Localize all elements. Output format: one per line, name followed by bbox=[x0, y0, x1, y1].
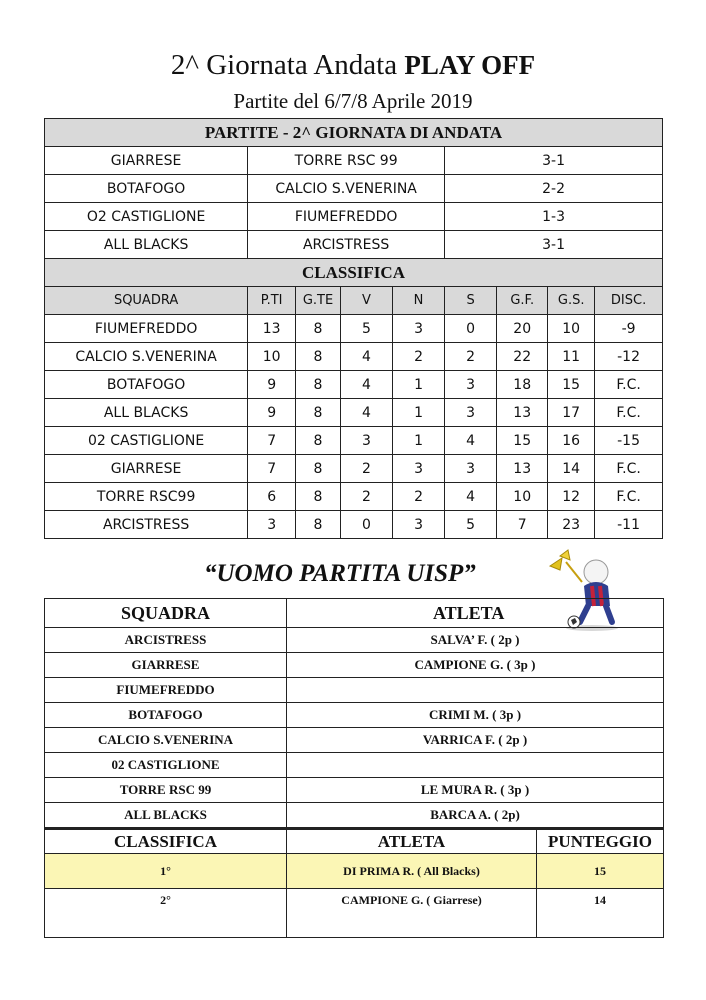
col-punti: P.TI bbox=[248, 287, 296, 315]
standings-points: 7 bbox=[248, 427, 296, 455]
uomo-player: VARRICA F. ( 2p ) bbox=[287, 728, 664, 753]
match-home: BOTAFOGO bbox=[45, 175, 248, 203]
ranking-header-row bbox=[45, 829, 664, 854]
standings-goals-for: 10 bbox=[497, 483, 548, 511]
uomo-player bbox=[287, 753, 664, 778]
standings-goals-against: 17 bbox=[548, 399, 595, 427]
standings-won: 4 bbox=[340, 399, 392, 427]
standings-team: GIARRESE bbox=[45, 455, 248, 483]
standings-lost: 5 bbox=[445, 511, 497, 539]
match-away: FIUMEFREDDO bbox=[248, 203, 445, 231]
match-away: CALCIO S.VENERINA bbox=[248, 175, 445, 203]
standings-title: CLASSIFICA bbox=[45, 259, 663, 287]
col-gol-fatti: G.F. bbox=[497, 287, 548, 315]
standings-goals-for: 20 bbox=[497, 315, 548, 343]
standings-drawn: 1 bbox=[393, 399, 445, 427]
uomo-header-row bbox=[45, 599, 664, 628]
standings-discipline: -9 bbox=[595, 315, 663, 343]
standings-drawn: 1 bbox=[393, 371, 445, 399]
uomo-team: 02 CASTIGLIONE bbox=[45, 753, 287, 778]
standings-played: 8 bbox=[296, 315, 341, 343]
standings-lost: 4 bbox=[445, 427, 497, 455]
uomo-team: ARCISTRESS bbox=[45, 628, 287, 653]
col-punteggio: PUNTEGGIO bbox=[537, 829, 664, 854]
match-row bbox=[45, 231, 663, 259]
ranking-row bbox=[45, 854, 664, 889]
uomo-team: CALCIO S.VENERINA bbox=[45, 728, 287, 753]
match-home: GIARRESE bbox=[45, 147, 248, 175]
match-score: 2-2 bbox=[445, 175, 663, 203]
standings-discipline: F.C. bbox=[595, 455, 663, 483]
standings-discipline: -12 bbox=[595, 343, 663, 371]
standings-won: 3 bbox=[340, 427, 392, 455]
standings-discipline: -11 bbox=[595, 511, 663, 539]
uomo-row bbox=[45, 728, 664, 753]
standings-points: 9 bbox=[248, 399, 296, 427]
uomo-team: ALL BLACKS bbox=[45, 803, 287, 829]
standings-team: CALCIO S.VENERINA bbox=[45, 343, 248, 371]
uomo-player: CRIMI M. ( 3p ) bbox=[287, 703, 664, 728]
uomo-player: SALVA’ F. ( 2p ) bbox=[287, 628, 664, 653]
standings-played: 8 bbox=[296, 399, 341, 427]
standings-played: 8 bbox=[296, 483, 341, 511]
standings-points: 10 bbox=[248, 343, 296, 371]
ranking-position: 2° bbox=[45, 889, 287, 938]
uomo-team: TORRE RSC 99 bbox=[45, 778, 287, 803]
standings-goals-for: 22 bbox=[497, 343, 548, 371]
standings-row bbox=[45, 483, 663, 511]
standings-goals-against: 12 bbox=[548, 483, 595, 511]
uomo-partita-title: “UOMO PARTITA UISP” bbox=[204, 560, 476, 587]
match-away: ARCISTRESS bbox=[248, 231, 445, 259]
standings-points: 13 bbox=[248, 315, 296, 343]
standings-lost: 3 bbox=[445, 371, 497, 399]
col-sconfitte: S bbox=[445, 287, 497, 315]
standings-points: 7 bbox=[248, 455, 296, 483]
standings-row bbox=[45, 399, 663, 427]
uomo-partita-table bbox=[44, 598, 664, 938]
standings-discipline: F.C. bbox=[595, 399, 663, 427]
uomo-row bbox=[45, 778, 664, 803]
standings-drawn: 2 bbox=[393, 343, 445, 371]
col-gol-subiti: G.S. bbox=[548, 287, 595, 315]
standings-row bbox=[45, 511, 663, 539]
standings-discipline: -15 bbox=[595, 427, 663, 455]
col-squadra: SQUADRA bbox=[45, 599, 287, 628]
standings-points: 9 bbox=[248, 371, 296, 399]
standings-goals-for: 7 bbox=[497, 511, 548, 539]
uomo-row bbox=[45, 628, 664, 653]
standings-discipline: F.C. bbox=[595, 483, 663, 511]
standings-played: 8 bbox=[296, 455, 341, 483]
standings-team: ALL BLACKS bbox=[45, 399, 248, 427]
standings-goals-against: 16 bbox=[548, 427, 595, 455]
title-playoff: PLAY OFF bbox=[404, 50, 536, 80]
standings-won: 2 bbox=[340, 455, 392, 483]
standings-goals-for: 13 bbox=[497, 399, 548, 427]
page-subtitle: Partite del 6/7/8 Aprile 2019 bbox=[233, 89, 473, 113]
standings-header-row bbox=[45, 287, 663, 315]
uomo-player bbox=[287, 678, 664, 703]
standings-points: 3 bbox=[248, 511, 296, 539]
uomo-team: BOTAFOGO bbox=[45, 703, 287, 728]
standings-drawn: 3 bbox=[393, 455, 445, 483]
standings-team: FIUMEFREDDO bbox=[45, 315, 248, 343]
uomo-row bbox=[45, 653, 664, 678]
standings-lost: 3 bbox=[445, 455, 497, 483]
uomo-row bbox=[45, 803, 664, 829]
standings-lost: 3 bbox=[445, 399, 497, 427]
uomo-player: CAMPIONE G. ( 3p ) bbox=[287, 653, 664, 678]
uomo-row bbox=[45, 678, 664, 703]
standings-goals-against: 23 bbox=[548, 511, 595, 539]
standings-team: TORRE RSC99 bbox=[45, 483, 248, 511]
standings-goals-for: 13 bbox=[497, 455, 548, 483]
uomo-team: FIUMEFREDDO bbox=[45, 678, 287, 703]
col-atleta: ATLETA bbox=[287, 599, 664, 628]
standings-played: 8 bbox=[296, 511, 341, 539]
uomo-row bbox=[45, 753, 664, 778]
col-atleta: ATLETA bbox=[287, 829, 537, 854]
standings-goals-against: 11 bbox=[548, 343, 595, 371]
standings-won: 4 bbox=[340, 343, 392, 371]
matches-title: PARTITE - 2^ GIORNATA DI ANDATA bbox=[45, 119, 663, 147]
ranking-player: CAMPIONE G. ( Giarrese) bbox=[287, 889, 537, 938]
page-title bbox=[0, 48, 706, 82]
standings-drawn: 3 bbox=[393, 315, 445, 343]
title-main: 2^ Giornata Andata bbox=[170, 49, 405, 81]
match-score: 3-1 bbox=[445, 147, 663, 175]
standings-drawn: 3 bbox=[393, 511, 445, 539]
col-squadra: SQUADRA bbox=[45, 287, 248, 315]
col-nulle: N bbox=[393, 287, 445, 315]
standings-played: 8 bbox=[296, 343, 341, 371]
match-row bbox=[45, 203, 663, 231]
standings-goals-against: 10 bbox=[548, 315, 595, 343]
col-giocate: G.TE bbox=[296, 287, 341, 315]
col-classifica: CLASSIFICA bbox=[45, 829, 287, 854]
standings-goals-against: 15 bbox=[548, 371, 595, 399]
uomo-player: BARCA A. ( 2p) bbox=[287, 803, 664, 829]
ranking-points: 15 bbox=[537, 854, 664, 889]
standings-drawn: 2 bbox=[393, 483, 445, 511]
standings-won: 2 bbox=[340, 483, 392, 511]
standings-drawn: 1 bbox=[393, 427, 445, 455]
standings-lost: 2 bbox=[445, 343, 497, 371]
standings-played: 8 bbox=[296, 371, 341, 399]
standings-row bbox=[45, 343, 663, 371]
standings-won: 5 bbox=[340, 315, 392, 343]
standings-row bbox=[45, 371, 663, 399]
match-away: TORRE RSC 99 bbox=[248, 147, 445, 175]
col-vinte: V bbox=[340, 287, 392, 315]
match-row bbox=[45, 175, 663, 203]
standings-goals-against: 14 bbox=[548, 455, 595, 483]
uomo-player: LE MURA R. ( 3p ) bbox=[287, 778, 664, 803]
standings-lost: 0 bbox=[445, 315, 497, 343]
standings-goals-for: 18 bbox=[497, 371, 548, 399]
standings-won: 4 bbox=[340, 371, 392, 399]
match-score: 3-1 bbox=[445, 231, 663, 259]
standings-row bbox=[45, 427, 663, 455]
standings-played: 8 bbox=[296, 427, 341, 455]
ranking-points: 14 bbox=[537, 889, 664, 938]
standings-row bbox=[45, 315, 663, 343]
standings-team: 02 CASTIGLIONE bbox=[45, 427, 248, 455]
matches-and-standings-table bbox=[44, 118, 663, 539]
match-score: 1-3 bbox=[445, 203, 663, 231]
ranking-player: DI PRIMA R. ( All Blacks) bbox=[287, 854, 537, 889]
standings-lost: 4 bbox=[445, 483, 497, 511]
standings-won: 0 bbox=[340, 511, 392, 539]
standings-points: 6 bbox=[248, 483, 296, 511]
col-disciplina: DISC. bbox=[595, 287, 663, 315]
standings-team: BOTAFOGO bbox=[45, 371, 248, 399]
ranking-position: 1° bbox=[45, 854, 287, 889]
standings-team: ARCISTRESS bbox=[45, 511, 248, 539]
uomo-row bbox=[45, 703, 664, 728]
match-home: ALL BLACKS bbox=[45, 231, 248, 259]
match-row bbox=[45, 147, 663, 175]
ranking-row bbox=[45, 889, 664, 938]
standings-goals-for: 15 bbox=[497, 427, 548, 455]
standings-discipline: F.C. bbox=[595, 371, 663, 399]
standings-row bbox=[45, 455, 663, 483]
match-home: O2 CASTIGLIONE bbox=[45, 203, 248, 231]
uomo-team: GIARRESE bbox=[45, 653, 287, 678]
